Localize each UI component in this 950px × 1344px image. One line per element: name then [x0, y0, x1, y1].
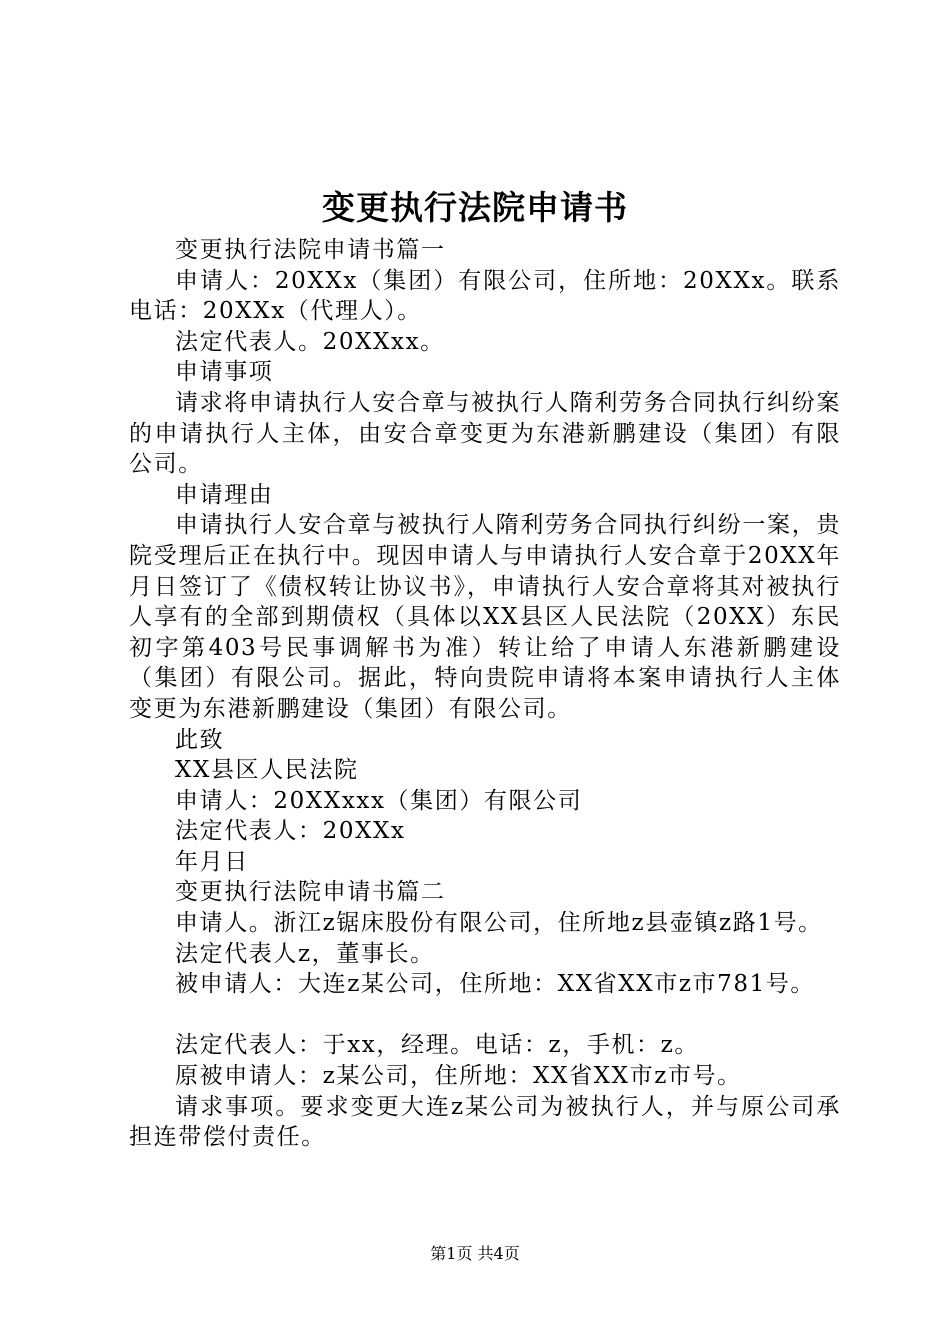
paragraph-request-items: 请求事项。要求变更大连z某公司为被执行人，并与原公司承担连带偿付责任。: [129, 1093, 841, 1151]
document-body: [129, 235, 841, 1153]
page-number-footer: 第1页 共4页: [430, 1244, 520, 1263]
paragraph-section-one-heading: 变更执行法院申请书篇一: [175, 237, 446, 263]
paragraph-legal-representative-two: 法定代表人z，董事长。: [175, 940, 435, 967]
paragraph-request-heading: 申请事项: [175, 359, 274, 386]
document-title: 变更执行法院申请书: [322, 188, 628, 227]
paragraph-original-respondent: 原被申请人：z某公司，住所地：XX省XX市z市号。: [175, 1063, 742, 1090]
paragraph-respondent: 被申请人：大连z某公司，住所地：XX省XX市z市781号。: [175, 971, 816, 998]
paragraph-section-two-heading: 变更执行法院申请书篇二: [175, 879, 446, 906]
paragraph-respondent-representative: 法定代表人：于xx，经理。电话：z，手机：z。: [175, 1032, 699, 1059]
paragraph-applicant: 申请人：20XXx（集团）有限公司，住所地：20XXx。联系电话：20XXx（代理人）。: [129, 267, 841, 325]
paragraph-salutation: 此致: [175, 726, 225, 753]
paragraph-applicant-two: 申请人。浙江z锯床股份有限公司，住所地z县壶镇z路1号。: [175, 910, 823, 937]
paragraph-request: 请求将申请执行人安合章与被执行人隋利劳务合同执行纠纷案的申请执行人主体，由安合章变更为东港新鹏建设（集团）有限公司。: [129, 389, 841, 478]
paragraph-date: 年月日: [175, 848, 249, 875]
paragraph-signature-representative: 法定代表人：20XXx: [175, 818, 406, 845]
paragraph-signature-applicant: 申请人：20XXxxx（集团）有限公司: [175, 787, 583, 814]
paragraph-reason: 申请执行人安合章与被执行人隋利劳务合同执行纠纷一案，贵院受理后正在执行中。现因申请人与申请执行人安合章于20XX年月日签订了《债权转让协议书》，申请执行人安合章将其对被执行人享有的全部到期债权（具体以XX县区人民法院（20XX）东民初字第403号民事调解书为准）转让给了申请人东港新鹏建设（集团）有限公司。据此，特向贵院申请将本案申请执行人主体变更为东港新鹏建设（集团）有限公司。: [129, 512, 841, 722]
paragraph-legal-representative: 法定代表人。20XXxx。: [175, 328, 445, 355]
paragraph-reason-heading: 申请理由: [175, 481, 274, 508]
paragraph-court: XX县区人民法院: [175, 757, 359, 784]
